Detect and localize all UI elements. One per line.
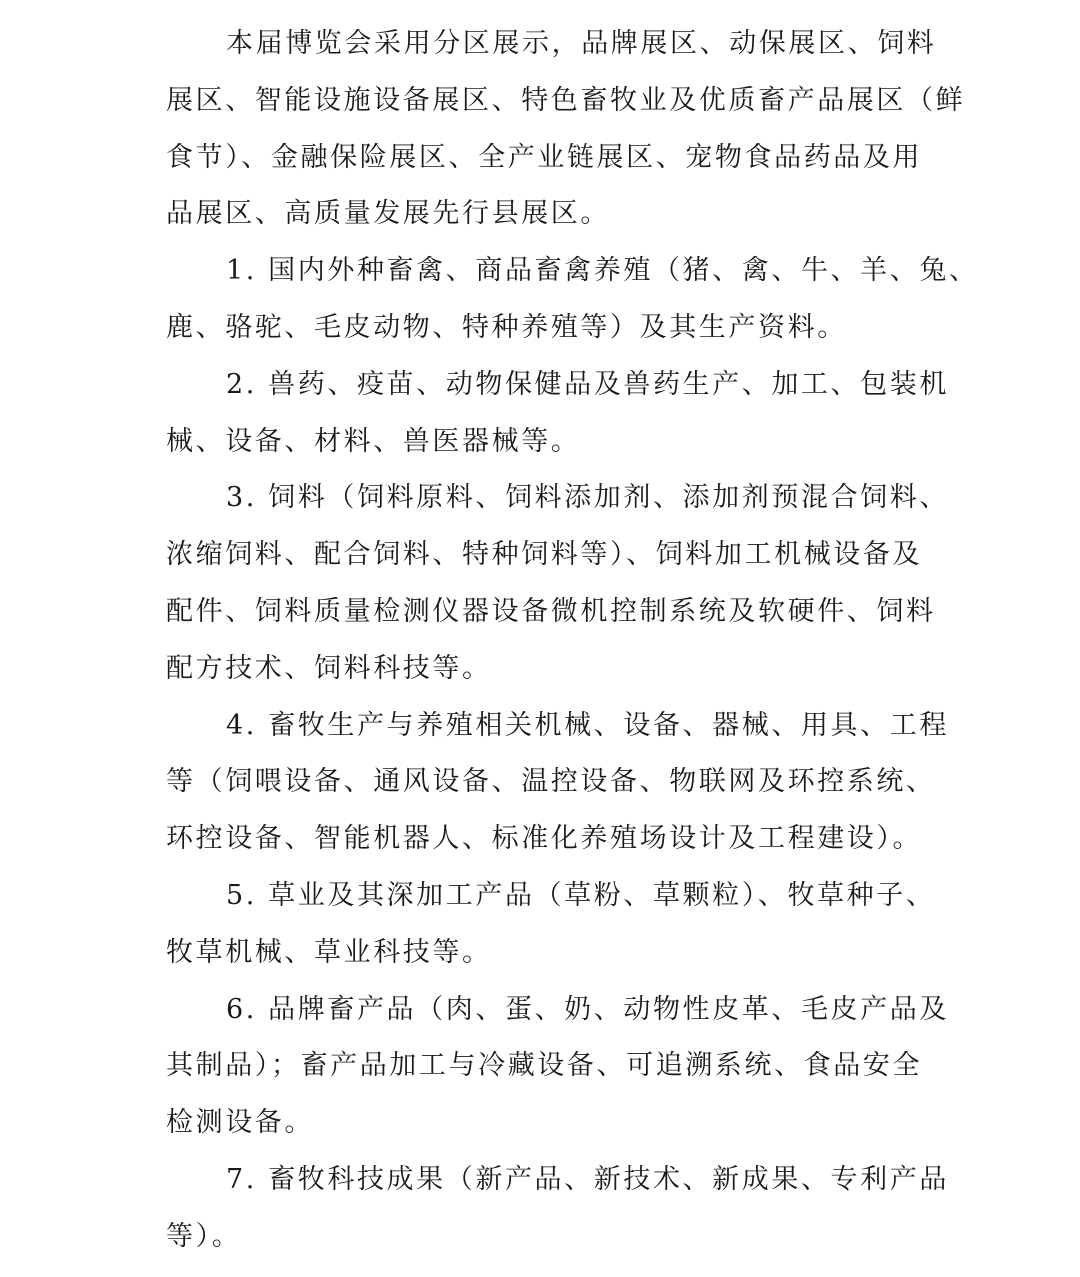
list-item-4 bbox=[166, 698, 949, 868]
text-line: 6. 品牌畜产品（肉、蛋、奶、动物性皮革、毛皮产品及 bbox=[226, 993, 949, 1025]
text-line: 检测设备。 bbox=[166, 1107, 314, 1139]
list-item-7 bbox=[166, 1152, 949, 1266]
text-line: 7. 畜牧科技成果（新产品、新技术、新成果、专利产品 bbox=[226, 1163, 949, 1195]
document-body bbox=[166, 16, 979, 1266]
text-line: 2. 兽药、疫苗、动物保健品及兽药生产、加工、包装机 bbox=[226, 368, 949, 400]
text-line: 浓缩饲料、配合饲料、特种饲料等）、饲料加工机械设备及 bbox=[166, 539, 923, 571]
text-line: 环控设备、智能机器人、标准化养殖场设计及工程建设）。 bbox=[166, 823, 923, 855]
text-line: 等（饲喂设备、通风设备、温控设备、物联网及环控系统、 bbox=[166, 766, 936, 798]
list-item-1 bbox=[166, 243, 979, 357]
list-item-6 bbox=[166, 982, 949, 1152]
text-line: 品展区、高质量发展先行县展区。 bbox=[166, 198, 610, 230]
text-line: 4. 畜牧生产与养殖相关机械、设备、器械、用具、工程 bbox=[226, 709, 949, 741]
text-line: 鹿、骆驼、毛皮动物、特种养殖等）及其生产资料。 bbox=[166, 311, 847, 343]
text-line: 1. 国内外种畜禽、商品畜禽养殖（猪、禽、牛、羊、兔、 bbox=[226, 255, 979, 287]
text-line: 配方技术、饲料科技等。 bbox=[166, 652, 492, 684]
list-item-5 bbox=[166, 868, 936, 982]
text-line: 食节）、金融保险展区、全产业链展区、宠物食品药品及用 bbox=[166, 141, 923, 173]
text-line: 牧草机械、草业科技等。 bbox=[166, 936, 492, 968]
text-line: 等）。 bbox=[166, 1220, 242, 1252]
text-line: 配件、饲料质量检测仪器设备微机控制系统及软硬件、饲料 bbox=[166, 595, 936, 627]
list-item-3 bbox=[166, 470, 949, 697]
text-line: 展区、智能设施设备展区、特色畜牧业及优质畜产品展区（鲜 bbox=[166, 84, 966, 116]
text-line: 械、设备、材料、兽医器械等。 bbox=[166, 425, 581, 457]
text-line: 本届博览会采用分区展示，品牌展区、动保展区、饲料 bbox=[226, 28, 937, 59]
list-item-2 bbox=[166, 357, 949, 471]
text-line: 3. 饲料（饲料原料、饲料添加剂、添加剂预混合饲料、 bbox=[226, 482, 949, 514]
intro-paragraph bbox=[166, 16, 966, 243]
text-line: 其制品）；畜产品加工与冷藏设备、可追溯系统、食品安全 bbox=[166, 1050, 923, 1082]
text-line: 5. 草业及其深加工产品（草粉、草颗粒）、牧草种子、 bbox=[226, 879, 936, 911]
